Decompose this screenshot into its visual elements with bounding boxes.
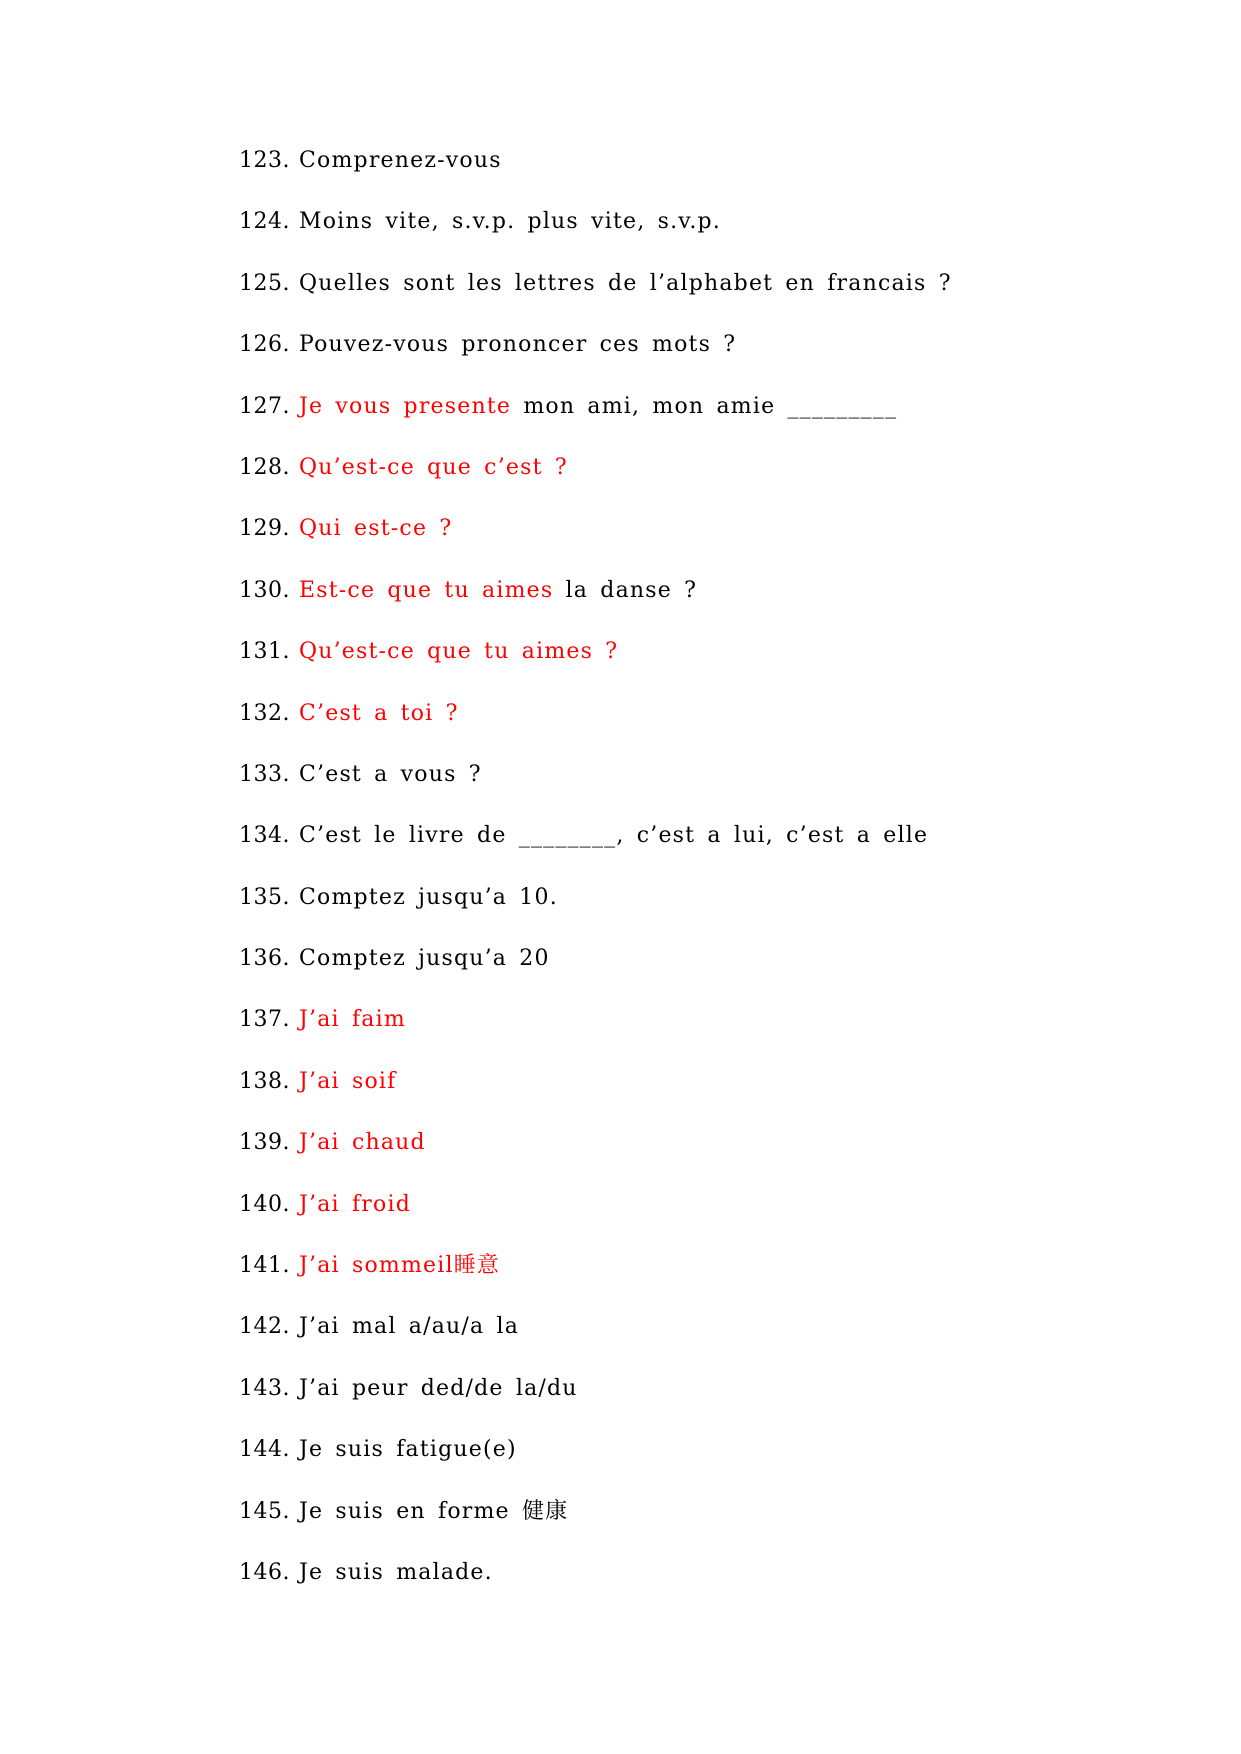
plain-phrase: Comptez jusqu’a 20 [299,946,550,972]
item-text [299,1190,411,1220]
phrase-list [239,146,952,1619]
item-number: 125. [239,270,290,296]
item-text [299,637,618,667]
list-item [239,330,952,391]
plain-phrase: Je suis en forme 健康 [299,1498,569,1524]
item-text [299,576,697,606]
list-item [239,1435,952,1496]
plain-phrase: mon ami, mon amie _________ [511,393,898,419]
item-text [299,883,558,913]
plain-phrase: Pouvez-vous prononcer ces mots ? [299,332,737,358]
item-number: 140. [239,1191,290,1217]
item-text [299,1497,568,1527]
list-item [239,207,952,268]
plain-phrase: J’ai mal a/au/a la [299,1314,520,1340]
list-item [239,1558,952,1619]
item-text [299,760,482,790]
list-item [239,1374,952,1435]
item-number: 129. [239,516,290,542]
plain-phrase: C’est a vous ? [299,761,482,787]
highlighted-phrase: J’ai chaud [299,1130,426,1156]
highlighted-phrase: J’ai froid [299,1191,411,1217]
item-number: 138. [239,1068,290,1094]
item-text [299,514,452,544]
item-text [299,944,550,974]
item-text [299,821,928,851]
item-number: 134. [239,823,290,849]
plain-phrase: J’ai peur ded/de la/du [299,1375,578,1401]
plain-phrase: C’est le livre de ________, c’est a lui, c’est a elle [299,823,929,849]
list-item [239,637,952,698]
list-item [239,146,952,207]
item-number: 135. [239,884,290,910]
highlighted-phrase: J’ai soif [299,1068,397,1094]
highlighted-phrase: Je vous presente [299,393,512,419]
item-number: 136. [239,946,290,972]
list-item [239,883,952,944]
item-text [299,1312,519,1342]
item-number: 146. [239,1559,290,1585]
item-text [299,453,568,483]
list-item [239,821,952,882]
item-text [299,1435,517,1465]
list-item [239,269,952,330]
item-text [299,269,952,299]
list-item [239,699,952,760]
plain-phrase: Quelles sont les lettres de l’alphabet en francais ? [299,270,952,296]
item-number: 142. [239,1314,290,1340]
highlighted-phrase: C’est a toi ? [299,700,459,726]
item-number: 131. [239,639,290,665]
list-item [239,1067,952,1128]
list-item [239,576,952,637]
item-number: 126. [239,332,290,358]
highlighted-phrase: Qui est-ce ? [299,516,453,542]
item-text [299,392,897,422]
item-text [299,699,459,729]
item-text [299,330,736,360]
item-text [299,1128,426,1158]
item-text [299,1251,500,1281]
plain-phrase: la danse ? [553,577,698,603]
item-number: 133. [239,761,290,787]
list-item [239,1497,952,1558]
item-number: 123. [239,148,290,173]
item-number: 145. [239,1498,290,1524]
highlighted-phrase: J’ai faim [299,1007,406,1033]
item-text [299,1374,578,1404]
item-number: 132. [239,700,290,726]
item-text [299,1558,493,1588]
item-text [299,1067,396,1097]
list-item [239,1190,952,1251]
list-item [239,1251,952,1312]
plain-phrase: Comptez jusqu’a 10. [299,884,558,910]
list-item [239,453,952,514]
highlighted-phrase: Est-ce que tu aimes [299,577,554,603]
item-number: 127. [239,393,290,419]
list-item [239,1005,952,1066]
highlighted-phrase: Qu’est-ce que tu aimes ? [299,639,619,665]
item-number: 141. [239,1253,290,1279]
list-item [239,514,952,575]
list-item [239,944,952,1005]
plain-phrase: Moins vite, s.v.p. plus vite, s.v.p. [299,209,721,235]
list-item [239,1128,952,1189]
plain-phrase: Je suis fatigue(e) [299,1437,517,1463]
item-text [299,1005,406,1035]
list-item [239,392,952,453]
list-item [239,760,952,821]
item-number: 137. [239,1007,290,1033]
item-text [299,146,502,176]
item-number: 143. [239,1375,290,1401]
item-number: 130. [239,577,290,603]
item-number: 144. [239,1437,290,1463]
item-number: 128. [239,454,290,480]
list-item [239,1312,952,1373]
item-number: 124. [239,209,290,235]
item-number: 139. [239,1130,290,1156]
plain-phrase: Je suis malade. [299,1559,493,1585]
highlighted-phrase: J’ai sommeil睡意 [299,1253,501,1279]
item-text [299,207,721,237]
plain-phrase: Comprenez-vous [299,148,502,173]
highlighted-phrase: Qu’est-ce que c’est ? [299,454,568,480]
